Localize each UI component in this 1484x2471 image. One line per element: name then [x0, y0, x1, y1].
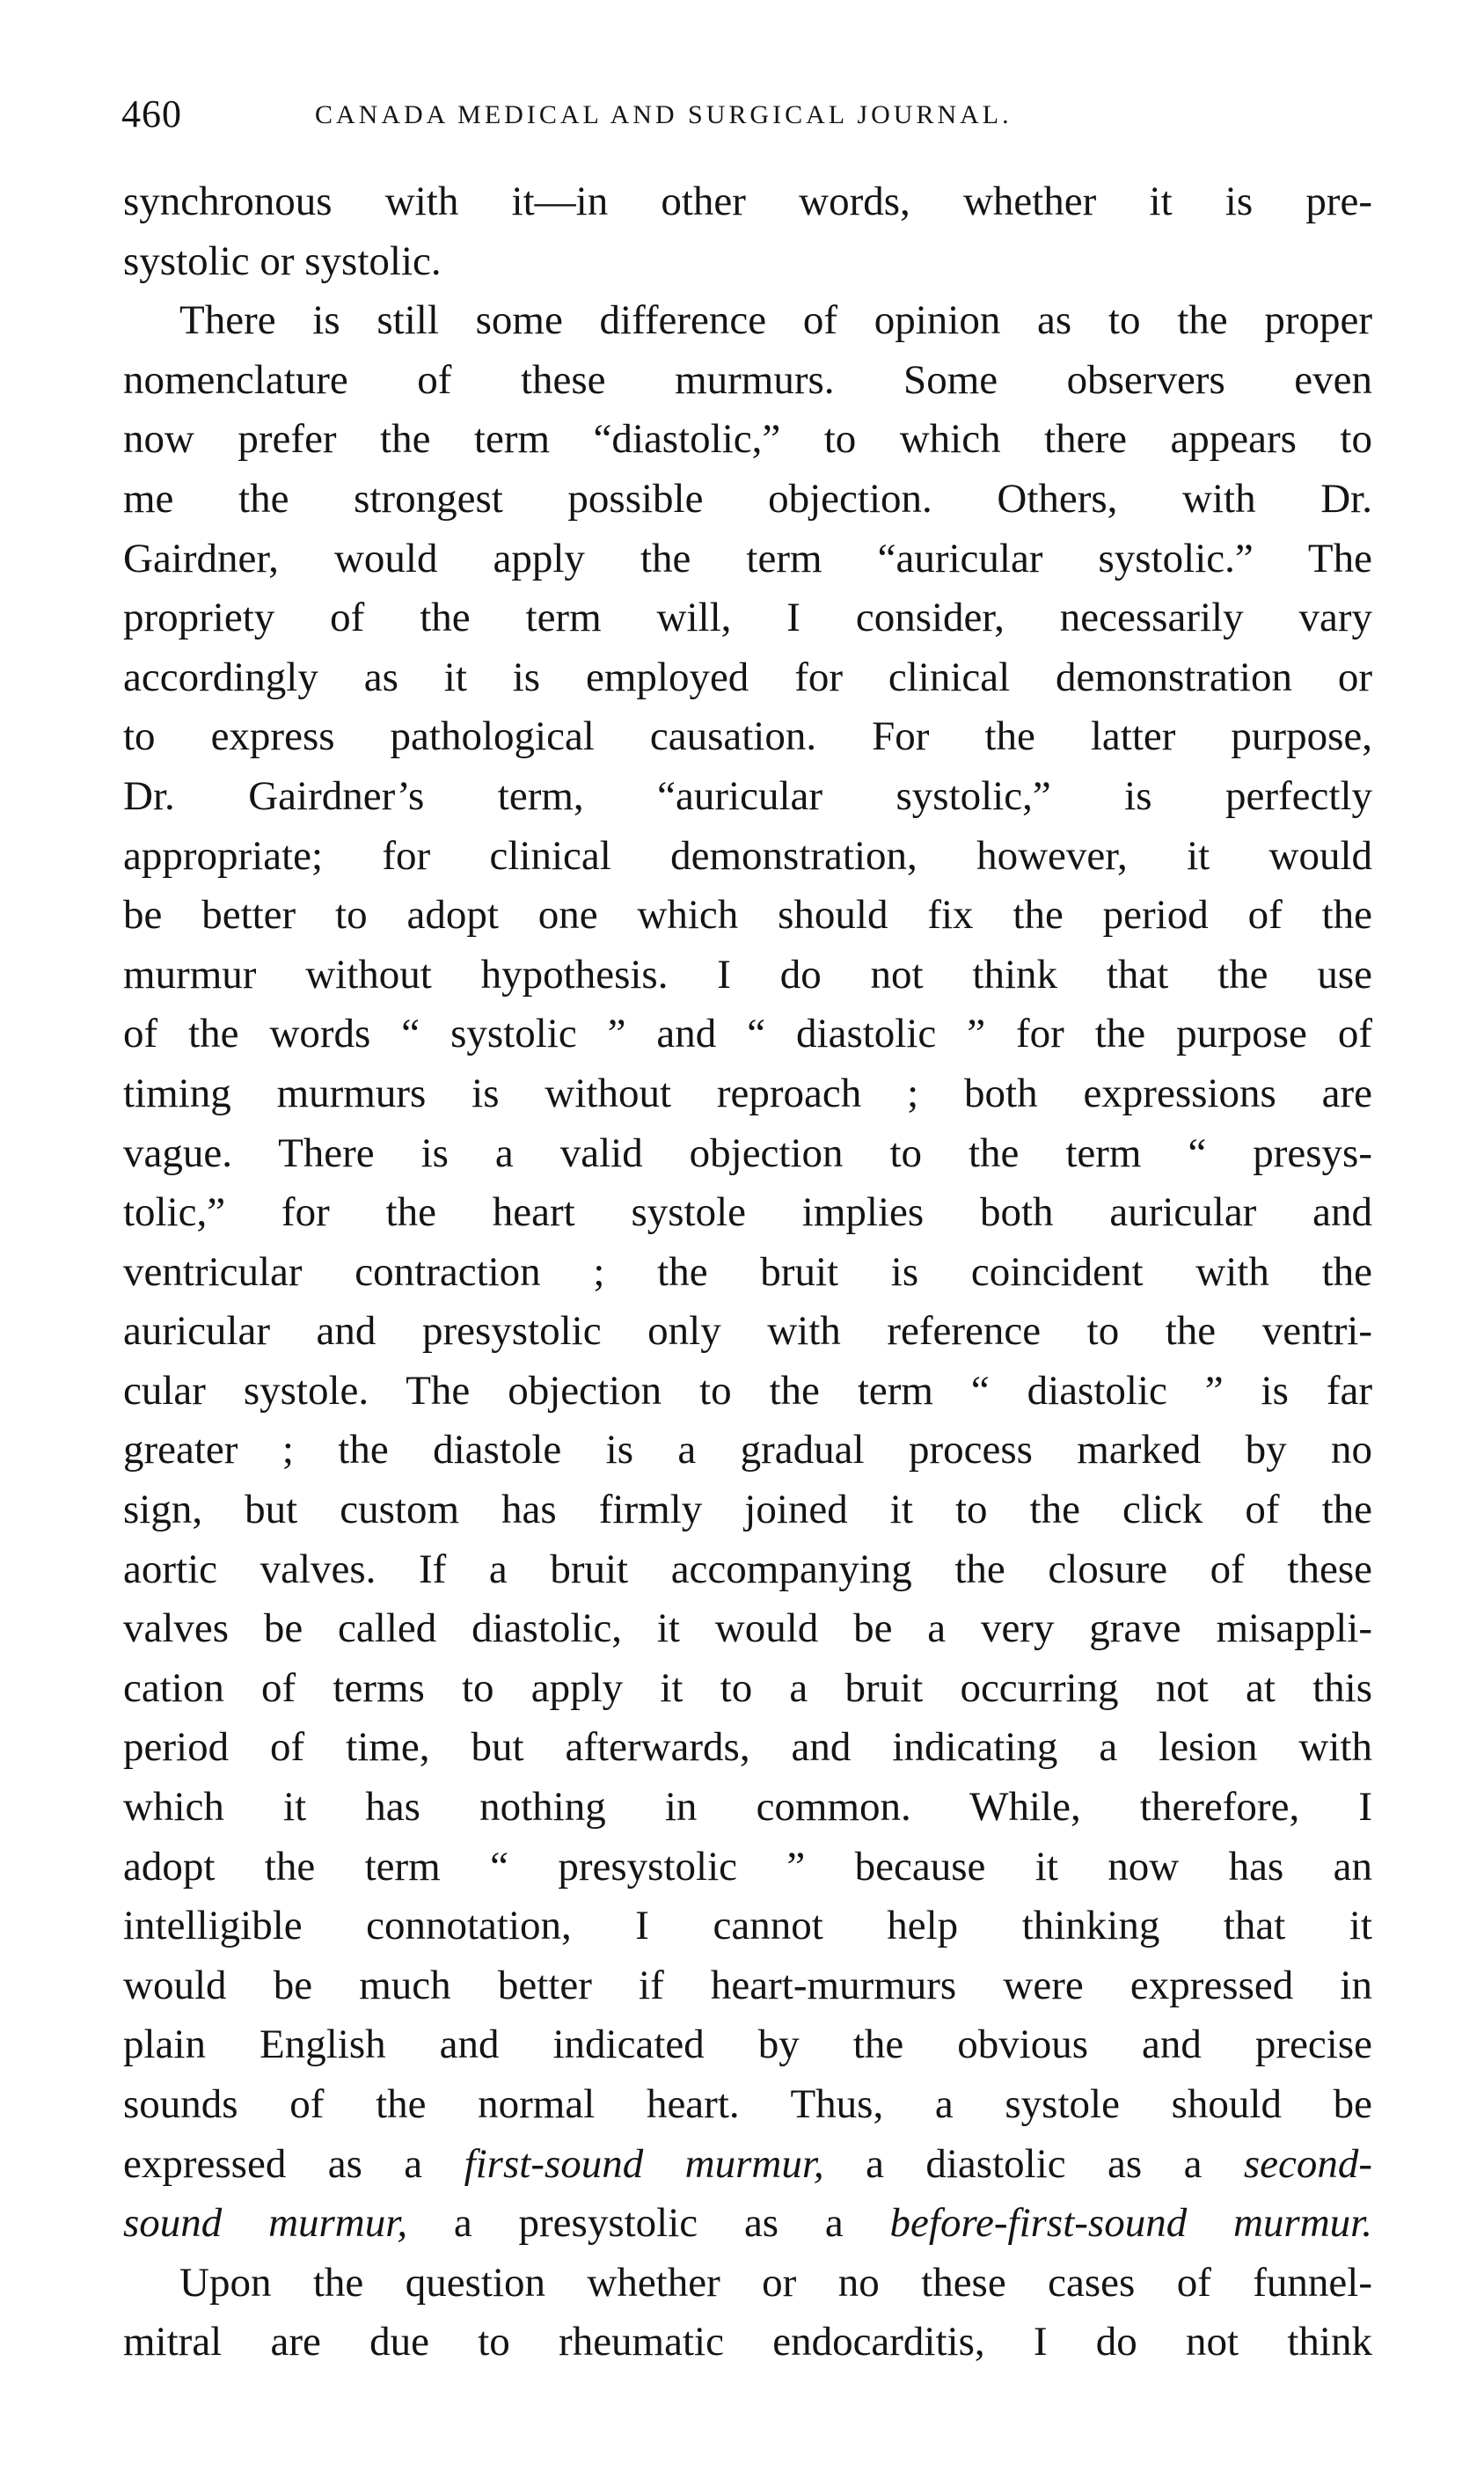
- text-line-23: sign, but custom has firmly joined it to the click of the: [123, 1487, 1372, 1533]
- text-line-37: mitral are due to rheumatic endocarditis, I do not think: [123, 2319, 1372, 2365]
- text-line-13: be better to adopt one which should fix the period of the: [123, 892, 1372, 939]
- text-line-36: Upon the question whether or no these cases of funnel-: [179, 2259, 1372, 2306]
- text-line-22: greater ; the diastole is a gradual process marked by no: [123, 1427, 1372, 1473]
- italic-term: second-: [1243, 2140, 1373, 2187]
- text-line-21: cular systole. The objection to the term “ diastolic ” is far: [123, 1367, 1372, 1414]
- text-line-15: of the words “ systolic ” and “ diastolic ” for the purpose of: [123, 1011, 1372, 1057]
- running-head: [121, 88, 1371, 141]
- text-line-24: aortic valves. If a bruit accompanying the closure of these: [123, 1546, 1372, 1592]
- text-line-32: plain English and indicated by the obvious and precise: [123, 2021, 1372, 2068]
- italic-term: before-first-sound murmur.: [889, 2200, 1372, 2247]
- italic-term: sound murmur,: [123, 2200, 408, 2247]
- text-line-30: intelligible connotation, I cannot help thinking that it: [123, 1903, 1372, 1949]
- text-line-34: [123, 2135, 1372, 2195]
- text-line-12: appropriate; for clinical demonstration, however, it would: [123, 832, 1372, 879]
- text-line-28: which it has nothing in common. While, therefore, I: [123, 1784, 1372, 1831]
- text-line-3: There is still some difference of opinion as to the proper: [179, 297, 1372, 344]
- text-line-10: to express pathological causation. For the latter purpose,: [123, 713, 1372, 760]
- text-line-20: auricular and presystolic only with reference to the ventri-: [123, 1308, 1372, 1355]
- text-line-35: [123, 2194, 1372, 2254]
- article-text: [123, 172, 1372, 2372]
- page-number: 460: [121, 92, 182, 135]
- text-line-16: timing murmurs is without reproach ; both expressions are: [123, 1070, 1372, 1116]
- text-line-5: now prefer the term “diastolic,” to which there appears to: [123, 416, 1372, 463]
- text-line-9: accordingly as it is employed for clinical demonstration or: [123, 654, 1372, 700]
- text-line-31: would be much better if heart-murmurs were expressed in: [123, 1962, 1372, 2008]
- text-line-17: vague. There is a valid objection to the term “ presys-: [123, 1129, 1372, 1176]
- text-line-6: me the strongest possible objection. Others, with Dr.: [123, 475, 1372, 522]
- text-line-1: synchronous with it—in other words, whether it is pre-: [123, 179, 1372, 224]
- text-segment: a presystolic as a: [407, 2200, 890, 2247]
- text-line-7: Gairdner, would apply the term “auricular systolic.” The: [123, 535, 1372, 581]
- text-segment: a diastolic as a: [823, 2140, 1244, 2187]
- text-line-33: sounds of the normal heart. Thus, a systole should be: [123, 2081, 1372, 2127]
- text-segment: expressed as a: [123, 2140, 464, 2187]
- text-line-25: valves be called diastolic, it would be a very grave misappli-: [123, 1605, 1372, 1652]
- text-line-27: period of time, but afterwards, and indicating a lesion with: [123, 1724, 1372, 1771]
- text-line-26: cation of terms to apply it to a bruit occurring not at this: [123, 1664, 1372, 1711]
- text-line-19: ventricular contraction ; the bruit is coincident with the: [123, 1248, 1372, 1295]
- journal-title: CANADA MEDICAL AND SURGICAL JOURNAL.: [315, 100, 1012, 129]
- italic-term: first-sound murmur,: [464, 2140, 824, 2187]
- text-line-18: tolic,” for the heart systole implies both auricular and: [123, 1189, 1372, 1236]
- text-line-8: propriety of the term will, I consider, necessarily vary: [123, 595, 1372, 641]
- text-line-14: murmur without hypothesis. I do not think that the use: [123, 951, 1372, 998]
- text-line-4: nomenclature of these murmurs. Some observers even: [123, 356, 1372, 403]
- text-line-29: adopt the term “ presystolic ” because it now has an: [123, 1843, 1372, 1890]
- text-line-2: systolic or systolic.: [123, 238, 442, 284]
- text-line-11: Dr. Gairdner’s term, “auricular systolic,” is perfectly: [123, 772, 1372, 819]
